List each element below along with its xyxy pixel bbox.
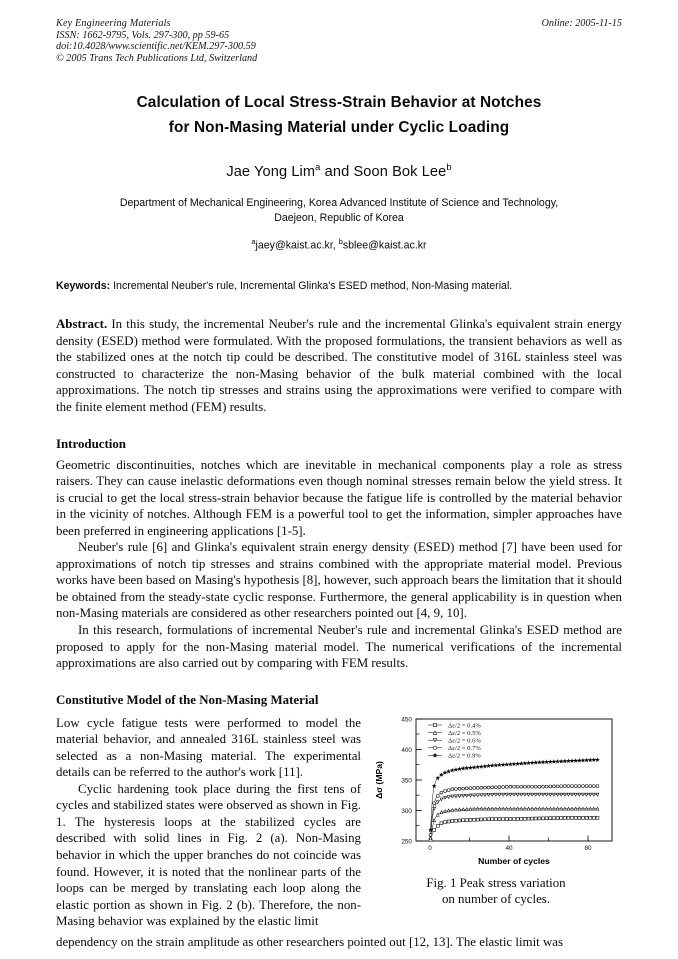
- page-title: [56, 90, 622, 140]
- email-1-marker: a: [251, 237, 256, 247]
- email-2-marker: b: [338, 237, 343, 247]
- figure-1: [368, 711, 624, 907]
- issn-line: ISSN: 1662-9795, Vols. 297-300, pp 59-65: [56, 29, 230, 41]
- constitutive-paragraph-3: dependency on the strain amplitude as other researchers pointed out [12, 13]. The elastic limit was: [56, 934, 563, 949]
- author-emails: [56, 237, 622, 252]
- affiliation-line-2: Daejeon, Republic of Korea: [274, 211, 404, 224]
- legend-label: Δε/2 = 0.6%: [448, 737, 481, 745]
- section-heading-introduction: Introduction: [56, 436, 126, 451]
- y-tick-label-450: 450: [401, 716, 412, 724]
- journal-name: Key Engineering Materials: [56, 18, 171, 29]
- email-1[interactable]: jaey@kaist.ac.kr,: [255, 239, 339, 252]
- affiliation: [56, 196, 622, 225]
- text-figure-wrap-region: [56, 715, 622, 930]
- legend-marker-circle: [433, 746, 436, 749]
- title-line-1: Calculation of Local Stress-Strain Behavior at Notches: [136, 94, 542, 112]
- doi-line: doi:10.4028/www.scientific.net/KEM.297-300.59: [56, 41, 256, 53]
- email-2[interactable]: sblee@kaist.ac.kr: [342, 239, 427, 252]
- y-tick-label-250: 250: [401, 838, 412, 846]
- figure-1-caption: [368, 875, 624, 907]
- abstract-text: In this study, the incremental Neuber's rule and the incremental Glinka's equivalent strain energy density (ESED) method were formulated. With the proposed formulations, the transient behaviors as well as the stabilized ones at the notch tip could be described. The constitutive model of 316L stainless steel was constructed to characterize the non-Masing behavior of the bulk material combined with the local approximations. The notch tip stresses and strains using the approximations were verified to compare with the finite element method (FEM) results.: [56, 316, 622, 414]
- constitutive-paragraph-2: Cyclic hardening took place during the first tens of cycles and stabilized states were observed as shown in Fig. 1. The hysteresis loops at the stabilized cycles are described with solid lines in Fig. 2 (a). Non-Masing behavior in which the upper branches do not coincide was found. However, it is noted that the nonlinear parts of the loops can be merged by translating each loop along the elastic portion as shown in Fig. 2 (b). Therefore, the non-Masing behavior was explained by the elastic limit: [56, 781, 361, 929]
- y-axis-title: Δσ (MPa): [374, 760, 384, 799]
- figure-caption-line-2: on number of cycles.: [441, 891, 551, 906]
- author-list: [56, 161, 622, 180]
- intro-paragraph-2: Neuber's rule [6] and Glinka's equivalent strain energy density (ESED) method [7] have been used for approximations of notch tip stresses and strains combined with the appropriate material model. Previous works have been based on Masing's hypothesis [8], however, such approach bears the limitation that it should be obtained from the steady-state cyclic response. Furthermore, the general applicability is in question when non-Masing materials are considered as other researchers pointed out [4, 9, 10].: [56, 540, 622, 621]
- y-tick-label-400: 400: [401, 746, 412, 754]
- constitutive-paragraph-1: Low cycle fatigue tests were performed to model the material behavior, and annealed 316L stainless steel was selected as a non-Masing material. The experimental details can be referred to the author's work [11].: [56, 715, 361, 780]
- x-tick-label-0: 0: [428, 844, 432, 852]
- copyright-line: © 2005 Trans Tech Publications Ltd, Switzerland: [56, 52, 258, 64]
- legend-label: Δε/2 = 0.4%: [448, 721, 481, 729]
- keywords-line: [56, 279, 622, 293]
- keywords-label: Keywords:: [56, 279, 111, 292]
- abstract: [56, 316, 622, 416]
- author-1-name: Jae Yong Lim: [226, 164, 316, 181]
- author-2-name: Soon Bok Lee: [353, 164, 447, 181]
- legend-label: Δε/2 = 0.9%: [448, 752, 481, 760]
- running-head: [56, 18, 622, 64]
- intro-paragraph-1: Geometric discontinuities, notches which are inevitable in mechanical components play a role as stress raisers. They can cause inelastic deformations even though nominal stresses remain below the yield stress. It is crucial to get the local stress-strain behavior because the fatigue life is controlled by the material behavior in the vicinity of notches. Although FEM is a powerful tool to get the information, simpler approaches have been preferred in engineering applications [1-5].: [56, 457, 622, 538]
- legend-marker-square: [433, 723, 436, 726]
- x-axis-title: Number of cycles: [478, 855, 550, 866]
- author-2-marker: b: [446, 161, 452, 173]
- author-conjunction: and: [320, 164, 354, 181]
- legend-label: Δε/2 = 0.7%: [448, 744, 481, 752]
- affiliation-line-1: Department of Mechanical Engineering, Korea Advanced Institute of Science and Technology,: [119, 197, 559, 210]
- section-heading-constitutive-model: Constitutive Model of the Non-Masing Material: [56, 692, 319, 707]
- peak-stress-plot: [368, 711, 624, 871]
- title-line-2: for Non-Masing Material under Cyclic Loading: [168, 119, 510, 137]
- online-date: Online: 2005-11-15: [541, 18, 622, 29]
- keywords-text: Incremental Neuber's rule, Incremental Glinka's ESED method, Non-Masing material.: [110, 279, 513, 292]
- constitutive-column-text: [56, 715, 361, 930]
- figure-caption-line-1: Fig. 1 Peak stress variation: [426, 875, 566, 890]
- author-1-marker: a: [315, 161, 321, 173]
- y-tick-label-350: 350: [401, 777, 412, 785]
- x-tick-label-80: 80: [584, 844, 592, 852]
- abstract-label: Abstract.: [56, 316, 108, 331]
- legend-label: Δε/2 = 0.5%: [448, 729, 481, 737]
- x-tick-label-40: 40: [505, 844, 513, 852]
- figure-1-chart: [368, 711, 624, 871]
- y-tick-label-300: 300: [401, 807, 412, 815]
- intro-paragraph-3: In this research, formulations of incremental Neuber's rule and incremental Glinka's ESED method are proposed to apply for the non-Masing material model. The numerical verifications of the incremental approximations are also carried out by comparing with FEM results.: [56, 622, 622, 671]
